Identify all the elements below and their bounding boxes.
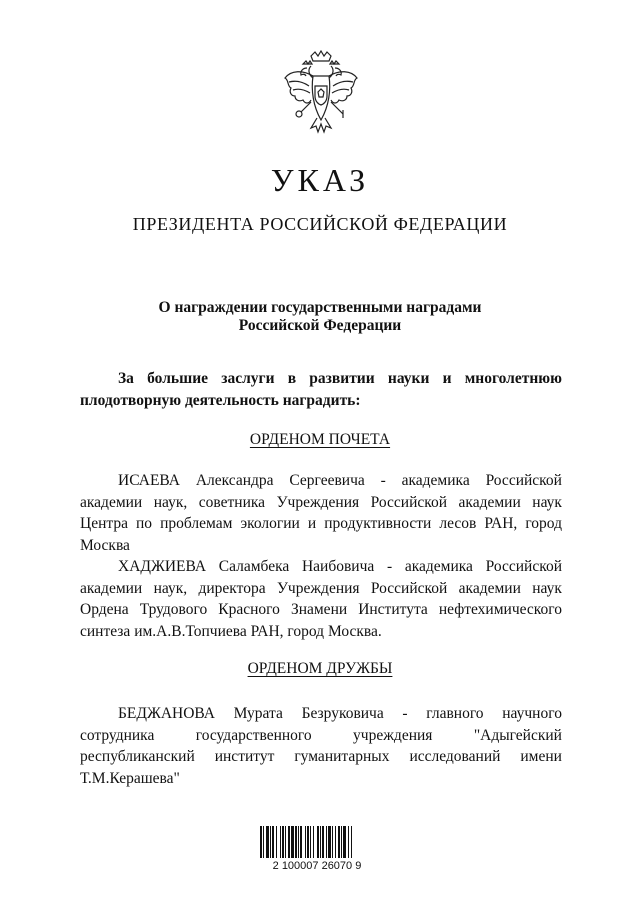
word: Российской xyxy=(485,472,562,489)
barcode-bar xyxy=(285,826,286,858)
barcode-bar xyxy=(280,826,281,858)
coat-of-arms-icon xyxy=(281,50,361,140)
word: Института xyxy=(358,601,428,618)
word: академии xyxy=(458,493,521,511)
word: За xyxy=(118,370,134,387)
word: Центра xyxy=(80,515,128,532)
word: Знамени xyxy=(290,601,348,618)
word: Красного xyxy=(218,601,280,618)
word: директора xyxy=(198,579,266,597)
paragraph-line: синтеза им.А.В.Топчиева РАН, город Москва. xyxy=(80,622,382,640)
barcode-bar xyxy=(288,826,290,858)
word: наук xyxy=(532,579,562,597)
word: учреждения xyxy=(353,726,433,744)
word: многолетнюю xyxy=(464,370,562,387)
word: проблемам xyxy=(160,515,233,532)
word: РАН, xyxy=(484,515,518,532)
word: академика xyxy=(404,558,473,575)
barcode-bar xyxy=(322,826,324,858)
word: имени xyxy=(520,748,562,765)
barcode-bar xyxy=(317,826,319,858)
word: Трудового xyxy=(139,601,208,618)
word: - xyxy=(386,558,393,575)
word: Учреждения xyxy=(276,579,360,597)
word: - xyxy=(402,705,408,722)
word: Учреждения xyxy=(276,493,360,511)
barcode-bar xyxy=(300,826,302,858)
word: Ордена xyxy=(80,601,129,618)
word: советника xyxy=(198,493,266,511)
barcode-bar xyxy=(260,826,262,858)
award-paragraph xyxy=(80,556,562,642)
barcode-bar xyxy=(307,826,309,858)
barcode-bar xyxy=(276,826,277,858)
word: Российской xyxy=(485,558,562,575)
word: БЕДЖАНОВА xyxy=(118,705,215,722)
barcode-bar xyxy=(298,826,299,858)
document-title: УКАЗ xyxy=(270,162,370,198)
barcode-icon xyxy=(258,820,376,860)
barcode-bar xyxy=(272,826,274,858)
barcode-bar xyxy=(348,826,349,858)
paragraph-line xyxy=(80,470,562,492)
barcode-bar xyxy=(282,826,284,858)
word: в xyxy=(287,370,297,387)
award-paragraph xyxy=(80,703,562,789)
decree-heading xyxy=(0,299,640,335)
paragraph-line xyxy=(80,703,562,725)
word: государственного xyxy=(195,726,312,744)
barcode-bar xyxy=(328,826,331,858)
word: академика xyxy=(401,472,470,489)
paragraph-line: Т.М.Керашева" xyxy=(80,769,180,787)
paragraph-line: Москва xyxy=(80,536,130,554)
barcode-bar xyxy=(341,826,342,858)
word: академии xyxy=(80,579,143,597)
barcode-bar xyxy=(270,826,271,858)
award-paragraph xyxy=(80,470,562,556)
word: главного xyxy=(426,705,484,722)
word: Российской xyxy=(370,579,448,597)
word: нефтехимического xyxy=(438,601,562,618)
word: "Адыгейский xyxy=(473,726,562,744)
paragraph-line xyxy=(80,556,562,578)
word: ИСАЕВА xyxy=(118,472,180,489)
barcode-bar xyxy=(338,826,340,858)
barcode-bar xyxy=(266,826,269,858)
word: развитии xyxy=(309,370,375,387)
paragraph-line xyxy=(80,746,562,768)
word: наук, xyxy=(153,493,188,511)
word: лесов xyxy=(439,515,477,532)
barcode-number: 2 100007 26070 9 xyxy=(272,860,362,872)
paragraph-line xyxy=(80,492,562,514)
barcode-bar xyxy=(263,826,264,858)
word: институт xyxy=(214,748,275,765)
word: Сергеевича xyxy=(289,472,365,489)
heading-line: О награждении государственными наградами xyxy=(158,299,482,316)
word: экологии xyxy=(240,515,300,532)
word: научного xyxy=(502,705,562,722)
order-of-friendship-heading: ОРДЕНОМ ДРУЖБЫ xyxy=(247,660,393,677)
paragraph-line xyxy=(80,578,562,600)
word: Российской xyxy=(370,493,448,511)
word: Мурата xyxy=(233,705,283,722)
word: и xyxy=(442,370,452,387)
barcode-bar xyxy=(326,826,327,858)
word: Саламбека xyxy=(218,558,290,575)
word: заслуги xyxy=(221,370,275,387)
word: академии xyxy=(458,579,521,597)
barcode-bar xyxy=(310,826,311,858)
paragraph-line xyxy=(80,599,562,621)
barcode-bar xyxy=(343,826,346,858)
word: продуктивности xyxy=(324,515,432,532)
barcode-bar xyxy=(351,826,352,858)
heading-line: Российской Федерации xyxy=(238,317,402,334)
word: ХАДЖИЕВА xyxy=(118,558,207,575)
intro-line: плодотворную деятельность наградить: xyxy=(80,392,361,409)
word: и xyxy=(307,515,317,532)
barcode-bar xyxy=(332,826,333,858)
barcode-bar xyxy=(291,826,294,858)
word: Александра xyxy=(195,472,274,489)
word: город xyxy=(525,515,562,532)
barcode-bar xyxy=(295,826,297,858)
word: Наибовича xyxy=(301,558,375,575)
word: исследований xyxy=(409,748,501,765)
intro-line xyxy=(80,368,562,390)
word: наук xyxy=(532,493,562,511)
order-of-honour-heading: ОРДЕНОМ ПОЧЕТА xyxy=(249,431,391,448)
word: по xyxy=(136,515,153,532)
word: наук, xyxy=(153,579,188,597)
barcode-bar xyxy=(305,826,306,858)
word: большие xyxy=(147,370,209,387)
barcode-bar xyxy=(320,826,321,858)
decree-intro xyxy=(80,368,562,412)
word: науки xyxy=(387,370,430,387)
word: республиканский xyxy=(80,748,195,765)
word: сотрудника xyxy=(80,726,155,744)
word: - xyxy=(380,472,386,489)
document-subtitle: ПРЕЗИДЕНТА РОССИЙСКОЙ ФЕДЕРАЦИИ xyxy=(132,214,508,234)
paragraph-line xyxy=(80,725,562,747)
word: академии xyxy=(80,493,143,511)
paragraph-line xyxy=(80,513,562,535)
word: гуманитарных xyxy=(294,748,390,765)
barcode-bar xyxy=(335,826,336,858)
barcode-bar xyxy=(313,826,314,858)
word: Безруковича xyxy=(301,705,384,722)
